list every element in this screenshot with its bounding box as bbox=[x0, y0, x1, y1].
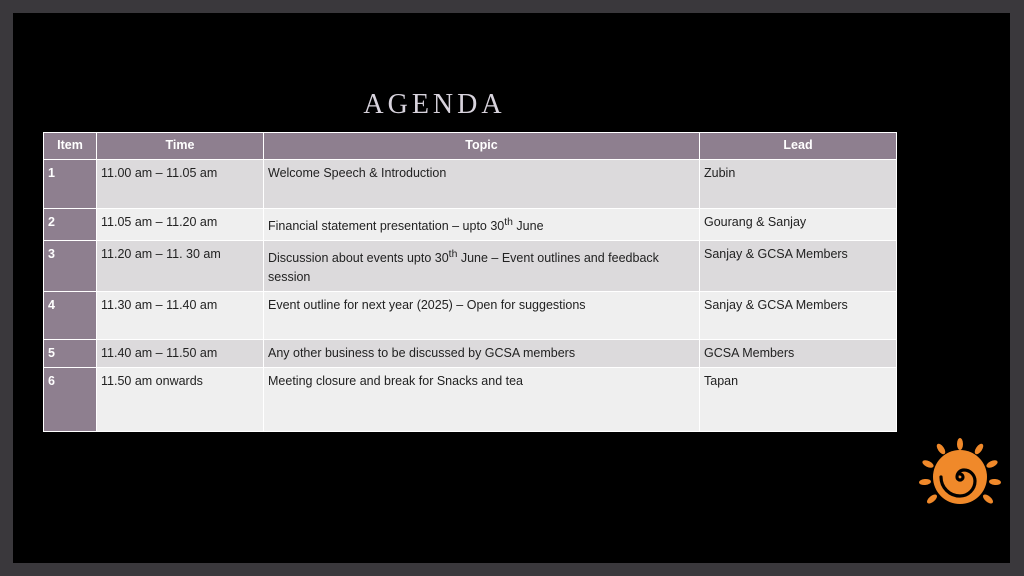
row-topic bbox=[264, 209, 700, 241]
table-row bbox=[44, 209, 897, 241]
row-item: 5 bbox=[44, 340, 97, 368]
row-time: 11.20 am – 11. 30 am bbox=[97, 241, 264, 292]
row-lead: Gourang & Sanjay bbox=[700, 209, 897, 241]
sun-spiral-icon bbox=[915, 436, 1005, 516]
table-row bbox=[44, 241, 897, 292]
header-topic: Topic bbox=[264, 133, 700, 160]
table-row bbox=[44, 368, 897, 432]
row-lead: Tapan bbox=[700, 368, 897, 432]
row-topic: Meeting closure and break for Snacks and tea bbox=[264, 368, 700, 432]
topic-text: Financial statement presentation – upto 30 bbox=[268, 219, 505, 234]
row-time: 11.30 am – 11.40 am bbox=[97, 292, 264, 340]
agenda-table bbox=[43, 132, 897, 432]
topic-text-after: June – Event outlines and feedback session bbox=[268, 251, 659, 285]
row-topic: Any other business to be discussed by GCSA members bbox=[264, 340, 700, 368]
row-topic: Event outline for next year (2025) – Open for suggestions bbox=[264, 292, 700, 340]
row-time: 11.05 am – 11.20 am bbox=[97, 209, 264, 241]
row-item: 3 bbox=[44, 241, 97, 292]
table-header-row bbox=[44, 133, 897, 160]
page-title: AGENDA bbox=[363, 89, 506, 120]
row-item: 1 bbox=[44, 160, 97, 209]
header-item: Item bbox=[44, 133, 97, 160]
row-time: 11.50 am onwards bbox=[97, 368, 264, 432]
header-lead: Lead bbox=[700, 133, 897, 160]
topic-sup: th bbox=[448, 249, 458, 261]
row-time: 11.00 am – 11.05 am bbox=[97, 160, 264, 209]
row-lead: Sanjay & GCSA Members bbox=[700, 241, 897, 292]
row-item: 4 bbox=[44, 292, 97, 340]
row-item: 2 bbox=[44, 209, 97, 241]
topic-sup: th bbox=[504, 217, 513, 228]
row-topic: Welcome Speech & Introduction bbox=[264, 160, 700, 209]
table-row bbox=[44, 340, 897, 368]
table-row bbox=[44, 292, 897, 340]
row-topic bbox=[264, 241, 700, 292]
slide bbox=[13, 13, 1010, 563]
topic-text-after: June bbox=[512, 219, 544, 234]
row-lead: GCSA Members bbox=[700, 340, 897, 368]
row-time: 11.40 am – 11.50 am bbox=[97, 340, 264, 368]
table-row bbox=[44, 160, 897, 209]
row-item: 6 bbox=[44, 368, 97, 432]
row-lead: Zubin bbox=[700, 160, 897, 209]
row-lead: Sanjay & GCSA Members bbox=[700, 292, 897, 340]
header-time: Time bbox=[97, 133, 264, 160]
topic-text: Discussion about events upto 30 bbox=[268, 251, 449, 266]
